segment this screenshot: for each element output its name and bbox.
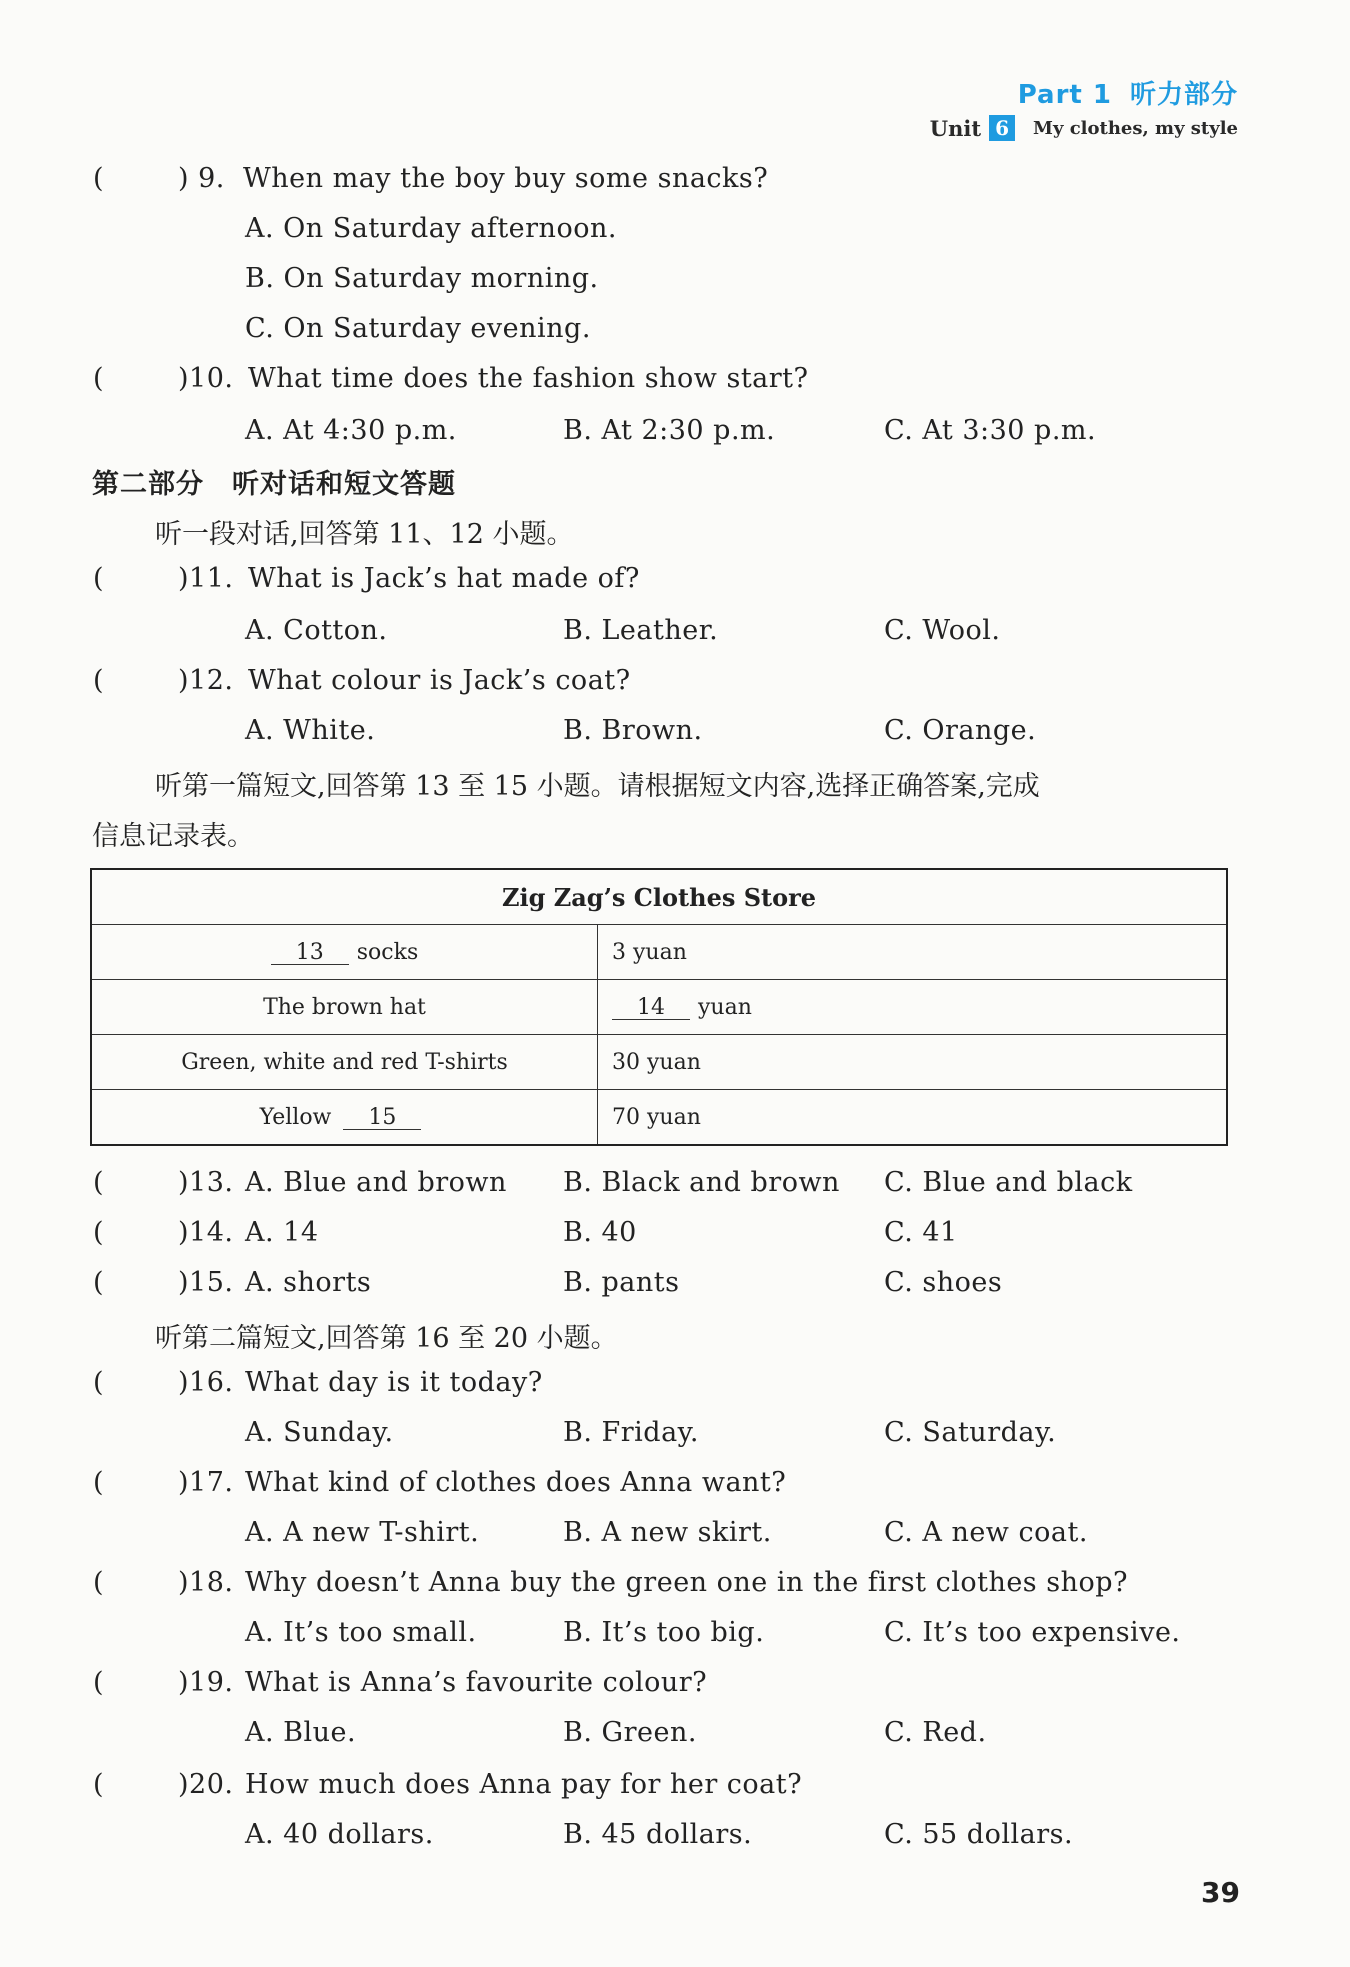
table-row xyxy=(91,1035,1227,1090)
answer-paren-open[interactable]: ( xyxy=(93,1367,105,1398)
question-number: )19. xyxy=(178,1667,234,1698)
info-record-table xyxy=(90,868,1228,1146)
question-text: Why doesn’t Anna buy the green one in the first clothes shop? xyxy=(245,1567,1129,1598)
option-c[interactable]: C. At 3:30 p.m. xyxy=(884,415,1097,446)
option-b[interactable]: B. pants xyxy=(563,1267,680,1298)
option-a[interactable]: A. 40 dollars. xyxy=(245,1819,434,1850)
question-number: )14. xyxy=(178,1217,234,1248)
header-unit xyxy=(930,115,1238,141)
option-a[interactable]: A. Blue. xyxy=(245,1717,357,1748)
option-a[interactable]: A. It’s too small. xyxy=(245,1617,477,1648)
question-text: What colour is Jack’s coat? xyxy=(248,665,631,696)
table-cell: 30 yuan xyxy=(598,1035,1228,1090)
option-a[interactable]: A. 14 xyxy=(245,1217,319,1248)
option-a[interactable]: A. A new T-shirt. xyxy=(245,1517,480,1548)
instruction: 听第一篇短文,回答第 13 至 15 小题。请根据短文内容,选择正确答案,完成 xyxy=(155,771,1040,802)
option-a[interactable]: A. White. xyxy=(245,715,376,746)
unit-title: My clothes, my style xyxy=(1033,117,1238,139)
option-a[interactable]: A. Sunday. xyxy=(245,1417,394,1448)
question-number: )16. xyxy=(178,1367,234,1398)
question-number: )13. xyxy=(178,1167,234,1198)
question-text: What is Jack’s hat made of? xyxy=(248,563,640,594)
answer-paren-open[interactable]: ( xyxy=(93,1467,105,1498)
option-a[interactable]: A. shorts xyxy=(245,1267,372,1298)
answer-paren-open[interactable]: ( xyxy=(93,563,105,594)
answer-paren-open[interactable]: ( xyxy=(93,1217,105,1248)
question-number: )20. xyxy=(178,1769,234,1800)
question-text: What time does the fashion show start? xyxy=(248,363,809,394)
answer-paren-open[interactable]: ( xyxy=(93,1167,105,1198)
cell-text: socks xyxy=(356,939,419,965)
question-number: )10. xyxy=(178,363,234,394)
answer-paren-open[interactable]: ( xyxy=(93,665,105,696)
option-a[interactable]: A. At 4:30 p.m. xyxy=(245,415,457,446)
header-part-zh: 听力部分 xyxy=(1129,80,1238,110)
table-cell: 3 yuan xyxy=(598,925,1228,980)
cell-text: Yellow xyxy=(259,1104,332,1130)
table-row xyxy=(91,1090,1227,1146)
answer-paren-open[interactable]: ( xyxy=(93,163,105,194)
option-b[interactable]: B. Black and brown xyxy=(563,1167,840,1198)
blank-15[interactable]: 15 xyxy=(343,1107,421,1130)
instruction: 听一段对话,回答第 11、12 小题。 xyxy=(155,519,574,550)
question-text: What is Anna’s favourite colour? xyxy=(245,1667,708,1698)
table-cell: The brown hat xyxy=(91,980,598,1035)
table-row xyxy=(91,980,1227,1035)
question-number: ) 9. xyxy=(178,163,225,194)
question-number: )15. xyxy=(178,1267,234,1298)
question-text: What day is it today? xyxy=(245,1367,543,1398)
option-b[interactable]: B. At 2:30 p.m. xyxy=(563,415,776,446)
answer-paren-open[interactable]: ( xyxy=(93,1769,105,1800)
option-c[interactable]: C. Wool. xyxy=(884,615,1001,646)
table-row xyxy=(91,925,1227,980)
blank-14[interactable]: 14 xyxy=(612,997,690,1020)
question-number: )17. xyxy=(178,1467,234,1498)
option-c[interactable]: C. Saturday. xyxy=(884,1417,1057,1448)
page-number: 39 xyxy=(1201,1876,1240,1909)
option-c[interactable]: C. It’s too expensive. xyxy=(884,1617,1181,1648)
option-b[interactable]: B. On Saturday morning. xyxy=(245,263,599,294)
cell-text: yuan xyxy=(698,994,752,1020)
option-a[interactable]: A. Cotton. xyxy=(245,615,388,646)
table-cell xyxy=(598,980,1228,1035)
option-b[interactable]: B. 45 dollars. xyxy=(563,1819,753,1850)
option-c[interactable]: C. 41 xyxy=(884,1217,958,1248)
question-text: When may the boy buy some snacks? xyxy=(243,163,769,194)
answer-paren-open[interactable]: ( xyxy=(93,1567,105,1598)
option-b[interactable]: B. Green. xyxy=(563,1717,697,1748)
answer-paren-open[interactable]: ( xyxy=(93,1267,105,1298)
table-cell: Green, white and red T-shirts xyxy=(91,1035,598,1090)
instruction-continued: 信息记录表。 xyxy=(92,821,254,852)
option-b[interactable]: B. A new skirt. xyxy=(563,1517,772,1548)
section-2-title: 第二部分 听对话和短文答题 xyxy=(92,469,456,500)
option-c[interactable]: C. On Saturday evening. xyxy=(245,313,591,344)
question-text: What kind of clothes does Anna want? xyxy=(245,1467,787,1498)
answer-paren-open[interactable]: ( xyxy=(93,1667,105,1698)
option-b[interactable]: B. Leather. xyxy=(563,615,719,646)
question-number: )18. xyxy=(178,1567,234,1598)
option-c[interactable]: C. shoes xyxy=(884,1267,1003,1298)
table-cell xyxy=(91,1090,598,1146)
table-cell: 70 yuan xyxy=(598,1090,1228,1146)
table-cell xyxy=(91,925,598,980)
blank-13[interactable]: 13 xyxy=(271,942,349,965)
question-number: )11. xyxy=(178,563,234,594)
unit-number-badge: 6 xyxy=(989,115,1015,141)
option-b[interactable]: B. Friday. xyxy=(563,1417,699,1448)
question-number: )12. xyxy=(178,665,234,696)
option-c[interactable]: C. Blue and black xyxy=(884,1167,1133,1198)
option-a[interactable]: A. On Saturday afternoon. xyxy=(245,213,617,244)
header-part-label: Part 1 xyxy=(1017,80,1112,110)
option-c[interactable]: C. 55 dollars. xyxy=(884,1819,1074,1850)
option-b[interactable]: B. It’s too big. xyxy=(563,1617,765,1648)
header-unit-label: Unit xyxy=(929,115,982,141)
header-part xyxy=(1018,74,1238,111)
option-a[interactable]: A. Blue and brown xyxy=(245,1167,507,1198)
option-b[interactable]: B. Brown. xyxy=(563,715,703,746)
option-b[interactable]: B. 40 xyxy=(563,1217,637,1248)
option-c[interactable]: C. A new coat. xyxy=(884,1517,1088,1548)
instruction: 听第二篇短文,回答第 16 至 20 小题。 xyxy=(155,1323,618,1354)
answer-paren-open[interactable]: ( xyxy=(93,363,105,394)
option-c[interactable]: C. Orange. xyxy=(884,715,1037,746)
option-c[interactable]: C. Red. xyxy=(884,1717,987,1748)
question-text: How much does Anna pay for her coat? xyxy=(245,1769,803,1800)
table-title: Zig Zag’s Clothes Store xyxy=(91,869,1227,925)
